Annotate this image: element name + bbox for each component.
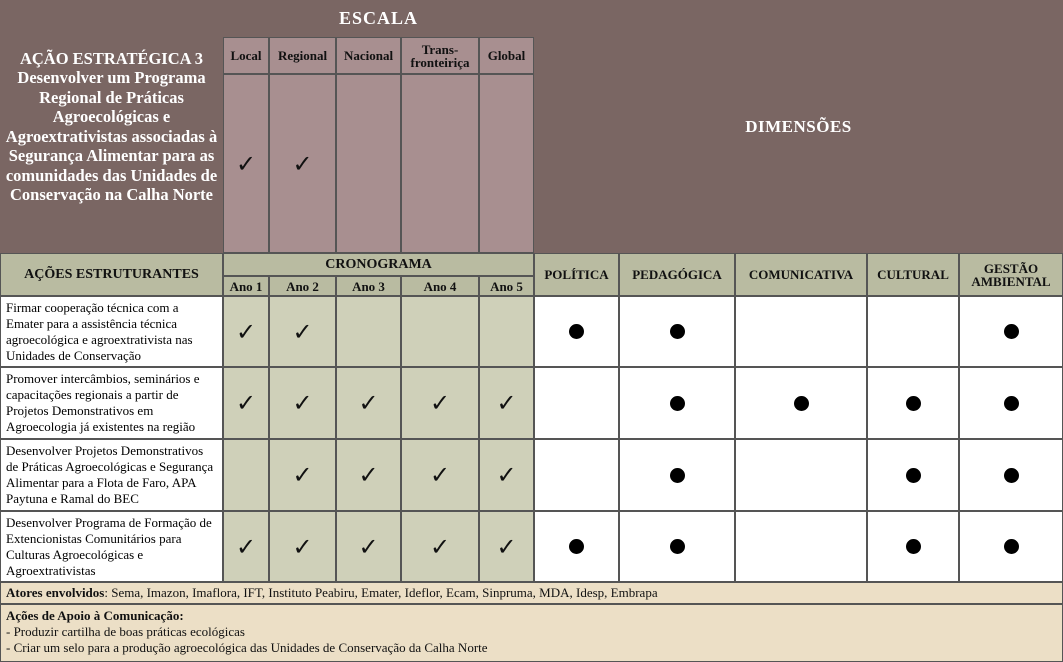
scale-header: ESCALA: [223, 0, 534, 37]
check-icon: ✓: [235, 389, 257, 417]
check-icon: ✓: [358, 532, 379, 561]
schedule-cell: [223, 296, 269, 367]
check-icon: ✓: [292, 461, 313, 489]
action-cell: Desenvolver Programa de Formação de Extencionistas Comunitários para Culturas Agroecológicas e Agroextrativistas: [0, 511, 223, 582]
check-icon: ✓: [292, 317, 313, 346]
schedule-cell: [479, 439, 534, 511]
bullet-dot-icon: [569, 539, 584, 554]
action-cell: Desenvolver Projetos Demonstrativos de Práticas Agroecológicas e Segurança Alimentar para a Flota de Faro, APA Paytuna e Ramal do BEC: [0, 439, 223, 511]
actors-text: : Sema, Imazon, Imaflora, IFT, Instituto Peabiru, Emater, Ideflor, Ecam, Sinpruma, MDA, Idesp, Embrapa: [104, 585, 658, 600]
communication-item: - Produzir cartilha de boas práticas ecológicas: [6, 624, 245, 639]
schedule-cell: [269, 439, 336, 511]
scale-column-header: Global: [479, 37, 534, 74]
year-header: Ano 3: [336, 276, 401, 296]
scale-column-header: Trans-fronteiriça: [401, 37, 479, 74]
schedule-cell: [336, 511, 401, 582]
dimension-cell: [867, 367, 959, 439]
schedule-cell: [336, 367, 401, 439]
year-header: Ano 5: [479, 276, 534, 296]
scale-column-header: Regional: [269, 37, 336, 74]
dimension-header: PEDAGÓGICA: [619, 253, 735, 296]
dimension-cell: [735, 439, 867, 511]
communication-item: - Criar um selo para a produção agroecológica das Unidades de Conservação da Calha Norte: [6, 640, 488, 655]
schedule-cell: [401, 296, 479, 367]
schedule-cell: [269, 511, 336, 582]
year-header: Ano 2: [269, 276, 336, 296]
check-icon: ✓: [496, 389, 517, 417]
schedule-cell: [223, 439, 269, 511]
bullet-dot-icon: [1004, 539, 1019, 554]
schedule-cell: [269, 367, 336, 439]
dimension-cell: [619, 367, 735, 439]
dimension-header: POLÍTICA: [534, 253, 619, 296]
bullet-dot-icon: [906, 539, 921, 554]
bullet-dot-icon: [1004, 324, 1019, 339]
check-icon: ✓: [235, 532, 257, 561]
dimension-cell: [619, 439, 735, 511]
year-header: Ano 4: [401, 276, 479, 296]
dimension-header: GESTÃO AMBIENTAL: [959, 253, 1063, 296]
actors-involved: [0, 582, 1063, 604]
check-icon: ✓: [292, 389, 313, 417]
schedule-cell: [479, 511, 534, 582]
check-icon: ✓: [496, 461, 517, 489]
schedule-cell: [401, 511, 479, 582]
communication-support: [0, 604, 1063, 662]
action-cell: Firmar cooperação técnica com a Emater para a assistência técnica agroecológica e agroextrativista nas Unidades de Conservação: [0, 296, 223, 367]
dimension-cell: [619, 296, 735, 367]
dimension-cell: [867, 511, 959, 582]
dimension-cell: [959, 296, 1063, 367]
dimension-cell: [867, 439, 959, 511]
check-icon: ✓: [235, 317, 257, 346]
dimension-cell: [735, 511, 867, 582]
check-icon: ✓: [235, 149, 257, 178]
bullet-dot-icon: [670, 468, 685, 483]
dimension-header: COMUNICATIVA: [735, 253, 867, 296]
schedule-cell: [401, 367, 479, 439]
communication-label: Ações de Apoio à Comunicação:: [6, 608, 184, 623]
schedule-cell: [336, 439, 401, 511]
scale-cell: [336, 74, 401, 253]
dimension-cell: [534, 439, 619, 511]
bullet-dot-icon: [906, 396, 921, 411]
dimension-cell: [534, 296, 619, 367]
check-icon: ✓: [358, 389, 379, 417]
dimension-cell: [959, 511, 1063, 582]
check-icon: ✓: [292, 532, 313, 561]
check-icon: ✓: [358, 461, 379, 489]
schedule-cell: [479, 296, 534, 367]
check-icon: ✓: [429, 389, 451, 417]
bullet-dot-icon: [1004, 396, 1019, 411]
bullet-dot-icon: [1004, 468, 1019, 483]
schedule-cell: [269, 296, 336, 367]
action-title: AÇÃO ESTRATÉGICA 3 Desenvolver um Programa Regional de Práticas Agroecológicas e Agroextrativistas associadas à Segurança Alimentar para as comunidades das Unidades de Conservação na Calha Norte: [0, 0, 223, 253]
bullet-dot-icon: [569, 324, 584, 339]
actors-label: Atores envolvidos: [6, 585, 105, 600]
dimension-cell: [959, 439, 1063, 511]
bullet-dot-icon: [906, 468, 921, 483]
dimension-cell: [619, 511, 735, 582]
bullet-dot-icon: [670, 324, 685, 339]
year-header: Ano 1: [223, 276, 269, 296]
schedule-cell: [479, 367, 534, 439]
check-icon: ✓: [429, 461, 451, 489]
dimension-cell: [735, 296, 867, 367]
check-icon: ✓: [429, 532, 451, 561]
dimension-header: CULTURAL: [867, 253, 959, 296]
dimension-cell: [867, 296, 959, 367]
scale-cell: [479, 74, 534, 253]
check-icon: ✓: [496, 532, 517, 561]
dimension-cell: [959, 367, 1063, 439]
scale-cell: [223, 74, 269, 253]
schedule-cell: [401, 439, 479, 511]
scale-column-header: Nacional: [336, 37, 401, 74]
action-cell: Promover intercâmbios, seminários e capacitações regionais a partir de Projetos Demonstrativos em Agroecologia já existentes na região: [0, 367, 223, 439]
schedule-header: CRONOGRAMA: [223, 253, 534, 276]
bullet-dot-icon: [670, 539, 685, 554]
actions-header: AÇÕES ESTRUTURANTES: [0, 253, 223, 296]
dimension-cell: [735, 367, 867, 439]
schedule-cell: [223, 511, 269, 582]
dimension-cell: [534, 367, 619, 439]
scale-cell: [269, 74, 336, 253]
schedule-cell: [336, 296, 401, 367]
bullet-dot-icon: [670, 396, 685, 411]
scale-cell: [401, 74, 479, 253]
scale-column-header: Local: [223, 37, 269, 74]
dimensions-header: DIMENSÕES: [534, 0, 1063, 253]
dimension-cell: [534, 511, 619, 582]
schedule-cell: [223, 367, 269, 439]
bullet-dot-icon: [794, 396, 809, 411]
check-icon: ✓: [292, 149, 313, 178]
